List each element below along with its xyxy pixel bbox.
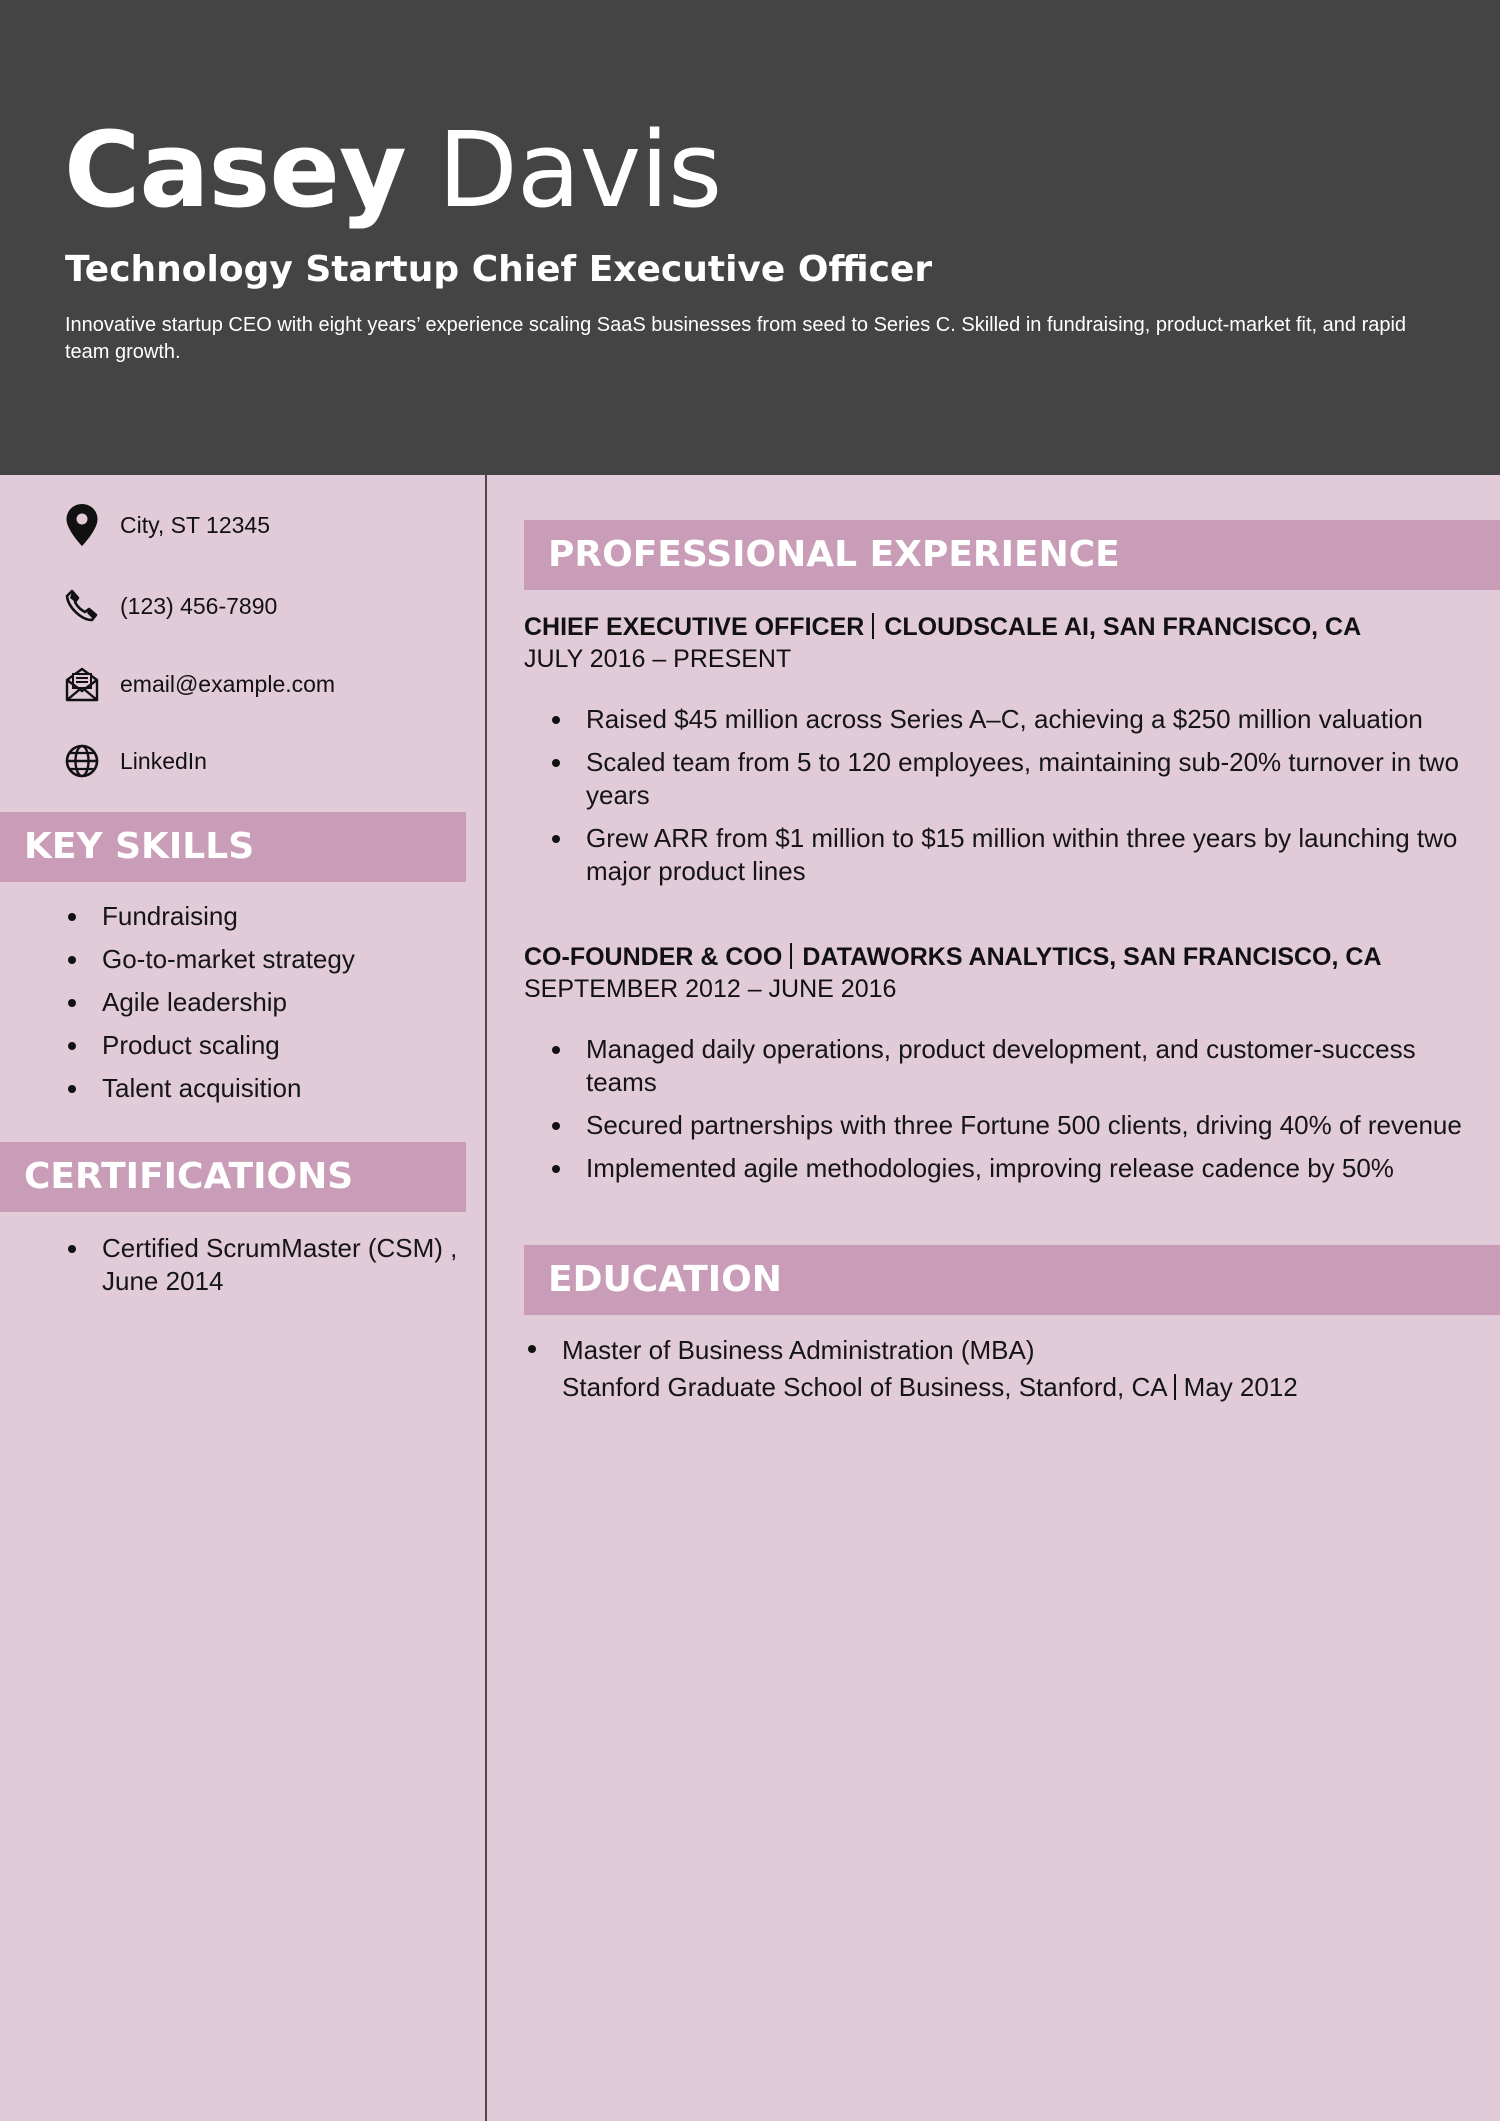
job-entry — [524, 941, 1474, 1195]
certification-item: Certified ScrumMaster (CSM) , June 2014 — [64, 1232, 464, 1298]
separator — [872, 613, 874, 639]
job-dates: SEPTEMBER 2012 – JUNE 2016 — [524, 975, 897, 1003]
certifications-list — [64, 1232, 464, 1298]
job-bullet: Managed daily operations, product development, and customer-success teams — [548, 1033, 1474, 1099]
job-role: CHIEF EXECUTIVE OFFICER — [524, 613, 865, 641]
job-company: CLOUDSCALE AI, SAN FRANCISCO, CA — [884, 613, 1362, 641]
key-skills-heading: KEY SKILLS — [0, 812, 466, 882]
education-heading: EDUCATION — [524, 1245, 1500, 1315]
skill-item: Product scaling — [64, 1029, 464, 1062]
education-list — [524, 1332, 1474, 1406]
last-name: Davis — [437, 109, 722, 231]
skill-item: Agile leadership — [64, 986, 464, 1019]
skills-list — [64, 900, 464, 1115]
job-company: DATAWORKS ANALYTICS, SAN FRANCISCO, CA — [802, 943, 1382, 971]
education-item — [524, 1332, 1474, 1406]
first-name: Casey — [64, 109, 406, 231]
job-bullet: Secured partnerships with three Fortune 500 clients, driving 40% of revenue — [548, 1109, 1474, 1142]
location-text: City, ST 12345 — [120, 511, 271, 538]
job-bullet: Implemented agile methodologies, improving release cadence by 50% — [548, 1152, 1474, 1185]
job-bullets — [524, 703, 1474, 888]
job-title: Technology Startup Chief Executive Officer — [65, 249, 933, 290]
header — [0, 0, 1500, 475]
job-bullet: Grew ARR from $1 million to $15 million within three years by launching two major product lines — [548, 822, 1474, 888]
contact-email — [64, 662, 335, 706]
phone-icon — [64, 584, 100, 628]
summary: Innovative startup CEO with eight years’ experience scaling SaaS businesses from seed to Series C. Skilled in fundraising, product-market fit, and rapid team growth. — [65, 314, 1407, 363]
job-bullets — [524, 1033, 1474, 1185]
contact-phone — [64, 584, 277, 628]
job-heading — [524, 611, 1474, 643]
degree: Master of Business Administration (MBA) — [562, 1335, 1035, 1365]
column-divider — [485, 475, 487, 2121]
contact-linkedin — [64, 739, 207, 783]
separator — [1174, 1374, 1176, 1400]
school: Stanford Graduate School of Business, Stanford, CA — [562, 1372, 1168, 1402]
job-heading — [524, 941, 1474, 973]
linkedin-link[interactable]: LinkedIn — [120, 747, 207, 774]
graduation-date: May 2012 — [1183, 1372, 1298, 1402]
job-dates: JULY 2016 – PRESENT — [524, 645, 792, 673]
envelope-icon — [64, 662, 100, 706]
experience-heading: PROFESSIONAL EXPERIENCE — [524, 520, 1500, 590]
globe-icon — [64, 739, 100, 783]
map-pin-icon — [64, 503, 100, 547]
certifications-heading: CERTIFICATIONS — [0, 1142, 466, 1212]
skill-item: Fundraising — [64, 900, 464, 933]
school-line — [562, 1369, 1474, 1406]
job-role: CO-FOUNDER & COO — [524, 943, 783, 971]
email-text[interactable]: email@example.com — [120, 670, 336, 697]
skill-item: Talent acquisition — [64, 1072, 464, 1105]
separator — [790, 943, 792, 969]
contact-location — [64, 503, 270, 547]
job-bullet: Scaled team from 5 to 120 employees, maintaining sub-20% turnover in two years — [548, 746, 1474, 812]
skill-item: Go-to-market strategy — [64, 943, 464, 976]
candidate-name — [64, 110, 721, 230]
job-bullet: Raised $45 million across Series A–C, achieving a $250 million valuation — [548, 703, 1474, 736]
phone-text[interactable]: (123) 456-7890 — [120, 592, 278, 619]
job-entry — [524, 611, 1474, 898]
